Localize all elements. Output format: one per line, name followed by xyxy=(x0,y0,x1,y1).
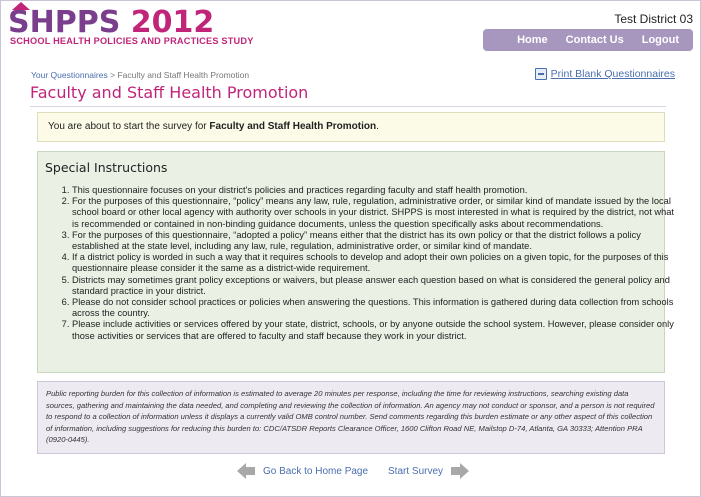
logo-word: SHPPS xyxy=(8,5,121,40)
shpps-logo xyxy=(8,6,254,46)
nav-logout[interactable]: Logout xyxy=(641,34,679,46)
print-blank-questionnaires-link[interactable] xyxy=(535,68,675,80)
notice-prefix: You are about to start the survey for xyxy=(48,121,207,132)
nav-contact-us[interactable]: Contact Us xyxy=(565,34,624,46)
special-instructions-panel xyxy=(37,151,674,373)
instruction-item: 4. If a district policy is worded in such a way that it requires schools to develop and adopt their own policies on a given topic, for the purposes of this questionnaire please consider it the same as a district-wide requirement. xyxy=(72,252,682,274)
logo-subtitle: SCHOOL HEALTH POLICIES AND PRACTICES STUDY xyxy=(10,36,254,46)
breadcrumb-separator: > xyxy=(110,70,116,80)
nav-home[interactable]: Home xyxy=(517,34,548,46)
top-nav xyxy=(483,29,693,51)
print-link-label: Print Blank Questionnaires xyxy=(550,68,675,80)
breadcrumb xyxy=(31,70,249,80)
logo-title xyxy=(8,6,254,40)
notice-survey-name: Faculty and Staff Health Promotion xyxy=(209,121,377,132)
instruction-item: 1. This questionnaire focuses on your district's policies and practices regarding faculty and staff health promotion. xyxy=(72,185,682,196)
instruction-item: 3. For the purposes of this questionnaire, “adopted a policy” means either that the district has its own policy or that the district follows a policy established at the state level, including any law, rule, regulation, administrative order, or similar kind of mandate. xyxy=(72,230,682,252)
logo-roof-icon xyxy=(12,2,30,10)
instruction-item: 6. Please do not consider school practices or policies when answering the questions. This information is gathered during data collection from schools across the country. xyxy=(72,297,682,319)
printer-icon xyxy=(535,68,547,80)
breadcrumb-link-questionnaires[interactable]: Your Questionnaires xyxy=(31,70,108,80)
go-back-home-button[interactable] xyxy=(237,463,368,479)
page-title: Faculty and Staff Health Promotion xyxy=(30,83,309,102)
start-survey-button[interactable] xyxy=(388,463,469,479)
instructions-list xyxy=(46,185,682,342)
logo-year: 2012 xyxy=(130,5,215,40)
instruction-item: 2. For the purposes of this questionnaire, “policy” means any law, rule, regulation, administrative order, or similar kind of mandate issued by the local school board or other local agency with authority over schools in your district. SHPPS is most interested in what is required by the district, not what is recommended or contained in non-binding guidance documents, unless the question specifically asks about recommendations. xyxy=(72,196,682,230)
instruction-item: 5. Districts may sometimes grant policy exceptions or waivers, but please answer each question based on what is considered the general policy and standard practice in your district. xyxy=(72,275,682,297)
go-back-label: Go Back to Home Page xyxy=(263,465,369,477)
instruction-item: 7. Please include activities or services offered by your state, district, schools, or by anyone outside the school system. However, please consider only those activities or services that are offered to faculty and staff because they work in your district. xyxy=(72,319,682,341)
survey-notice xyxy=(37,112,665,142)
district-name: Test District 03 xyxy=(614,12,693,26)
title-divider xyxy=(30,106,666,107)
start-survey-label: Start Survey xyxy=(388,465,444,477)
arrow-right-icon xyxy=(451,463,469,479)
burden-statement: Public reporting burden for this collection of information is estimated to average 20 minutes per response, including the time for reviewing instructions, searching existing data sources, gathering and maintaining the data needed, and completing and reviewing the collection of information. An agency may not conduct or sponsor, and a person is not required to respond to a collection of information unless it displays a currently valid OMB control number. Send comments regarding this burden estimate or any other aspect of this collection of information, including suggestions for reducing this burden to: CDC/ATSDR Reports Clearance Officer, 1600 Clifton Road NE, Mailstop D-74, Atlanta, GA 30333; Attention PRA (0920-0445). xyxy=(37,381,665,454)
notice-suffix: . xyxy=(376,121,379,132)
instructions-heading: Special Instructions xyxy=(45,160,168,175)
breadcrumb-current: Faculty and Staff Health Promotion xyxy=(117,70,250,80)
arrow-left-icon xyxy=(237,463,255,479)
